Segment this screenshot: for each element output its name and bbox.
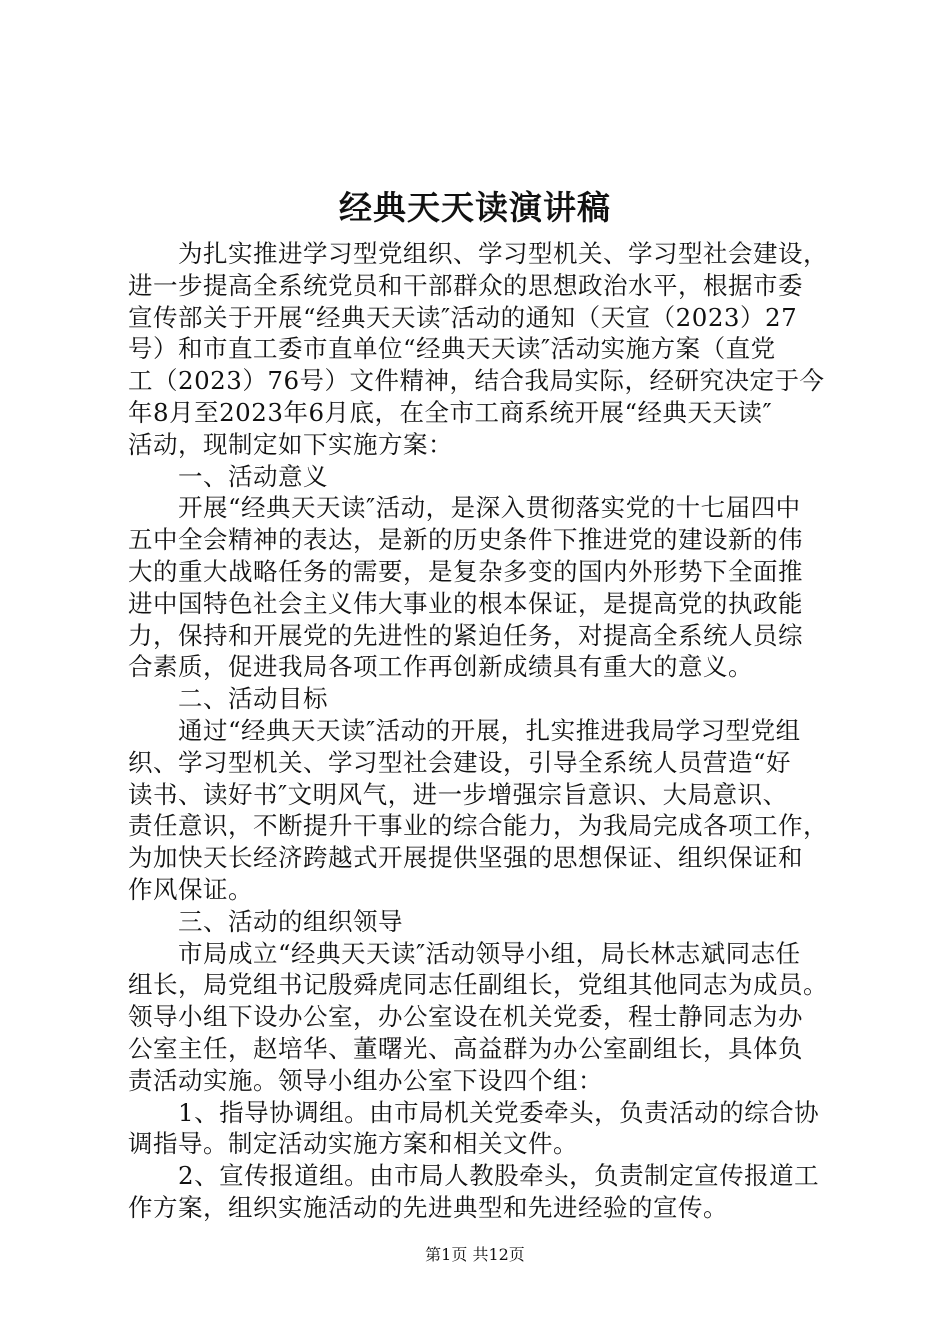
text-line: 市局成立“经典天天读″活动领导小组，局长林志斌同志任 <box>178 938 801 968</box>
text-line: 进一步提高全系统党员和干部群众的思想政治水平，根据市委 <box>128 270 803 300</box>
text-line: 进中国特色社会主义伟大事业的根本保证，是提高党的执政能 <box>128 588 803 618</box>
text-line: 宣传部关于开展“经典天天读″活动的通知（天宣（2023）27 <box>128 302 798 332</box>
text-line: 开展“经典天天读″活动，是深入贯彻落实党的十七届四中 <box>178 493 801 523</box>
text-line: 组长，局党组书记殷舜虎同志任副组长，党组其他同志为成员。 <box>128 970 828 1000</box>
text-line: 大的重大战略任务的需要，是复杂多变的国内外形势下全面推 <box>128 556 803 586</box>
text-line: 为扎实推进学习型党组织、学习型机关、学习型社会建设， <box>178 239 828 268</box>
text-line: 年8月至2023年6月底，在全市工商系统开展“经典天天读″ <box>128 397 773 427</box>
document-body <box>128 238 838 1224</box>
document-title: 经典天天读演讲稿 <box>339 188 611 227</box>
text-line: 合素质，促进我局各项工作再创新成绩具有重大的意义。 <box>128 652 753 682</box>
text-line: 号）和市直工委市直单位“经典天天读″活动实施方案（直党 <box>128 334 776 364</box>
text-line: 为加快天长经济跨越式开展提供坚强的思想保证、组织保证和 <box>128 843 803 873</box>
text-line: 一、活动意义 <box>178 461 328 491</box>
text-line: 作风保证。 <box>128 874 253 904</box>
text-line: 责活动实施。领导小组办公室下设四个组： <box>128 1065 603 1095</box>
text-line: 五中全会精神的表达，是新的历史条件下推进党的建设新的伟 <box>128 525 803 555</box>
page-footer: 第1页 共12页 <box>425 1245 525 1264</box>
text-line: 责任意识，不断提升干事业的综合能力，为我局完成各项工作， <box>128 811 828 841</box>
text-line: 公室主任，赵培华、董曙光、高益群为办公室副组长，具体负 <box>128 1033 803 1063</box>
text-line: 1、指导协调组。由市局机关党委牵头，负责活动的综合协 <box>178 1097 820 1127</box>
text-line: 三、活动的组织领导 <box>178 906 403 936</box>
text-line: 力，保持和开展党的先进性的紧迫任务，对提高全系统人员综 <box>128 620 803 650</box>
text-line: 织、学习型机关、学习型社会建设，引导全系统人员营造“好 <box>128 747 792 777</box>
text-line: 领导小组下设办公室，办公室设在机关党委，程士静同志为办 <box>128 1002 803 1032</box>
text-line: 作方案，组织实施活动的先进典型和先进经验的宣传。 <box>128 1192 728 1222</box>
text-line: 读书、读好书″文明风气，进一步增强宗旨意识、大局意识、 <box>128 779 788 809</box>
text-line: 二、活动目标 <box>178 684 328 714</box>
text-line: 2、宣传报道组。由市局人教股牵头，负责制定宣传报道工 <box>178 1161 820 1191</box>
text-line: 通过“经典天天读″活动的开展，扎实推进我局学习型党组 <box>178 715 801 745</box>
text-line: 工（2023）76号）文件精神，结合我局实际，经研究决定于今 <box>128 366 825 396</box>
text-line: 调指导。制定活动实施方案和相关文件。 <box>128 1129 578 1159</box>
text-line: 活动，现制定如下实施方案： <box>128 429 453 459</box>
